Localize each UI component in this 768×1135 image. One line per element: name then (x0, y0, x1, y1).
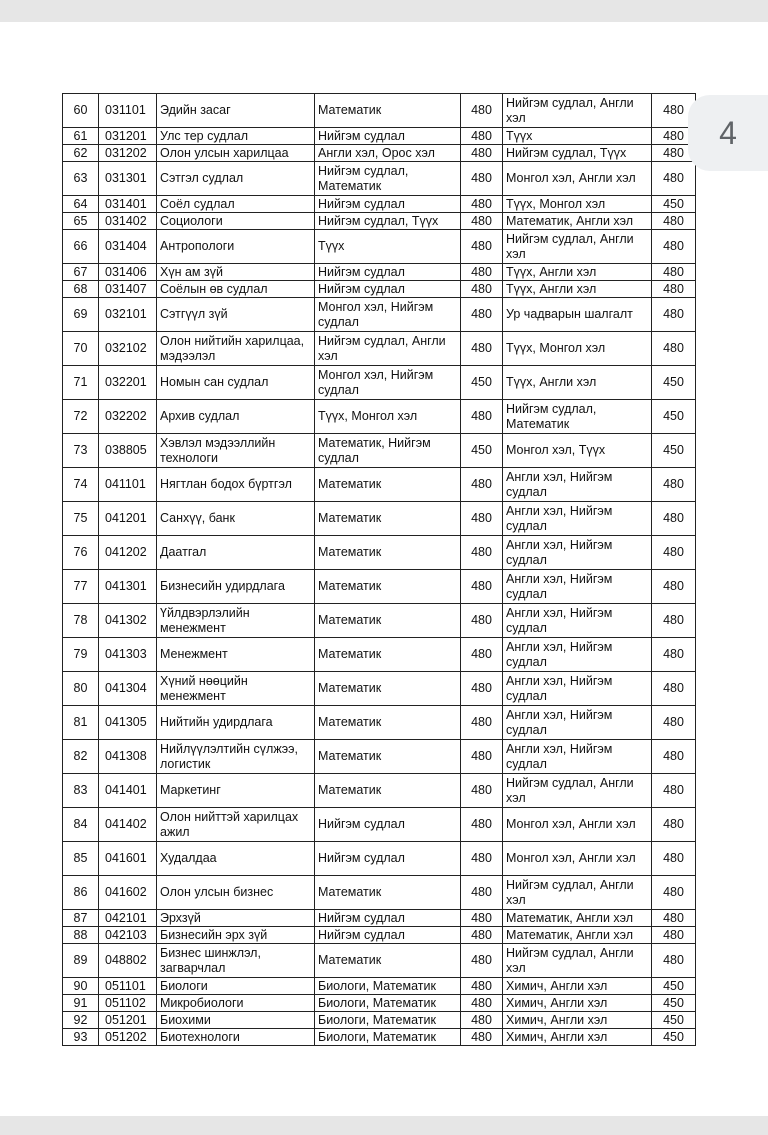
threshold-score-1: 480 (461, 281, 503, 298)
row-number: 75 (63, 502, 99, 536)
row-number: 92 (63, 1012, 99, 1029)
threshold-score-1: 480 (461, 638, 503, 672)
threshold-score-1: 480 (461, 128, 503, 145)
threshold-score-2: 480 (652, 638, 696, 672)
table-row (63, 128, 696, 145)
table-row (63, 536, 696, 570)
program-code: 031202 (99, 145, 157, 162)
program-name: Нягтлан бодох бүртгэл (157, 468, 315, 502)
table-row (63, 740, 696, 774)
program-code: 031401 (99, 196, 157, 213)
program-code: 041401 (99, 774, 157, 808)
exam-subject-2: Монгол хэл, Англи хэл (503, 842, 652, 876)
exam-subject-2: Химич, Англи хэл (503, 1012, 652, 1029)
bottom-bar (0, 1116, 768, 1135)
program-code: 041601 (99, 842, 157, 876)
threshold-score-2: 480 (652, 264, 696, 281)
threshold-score-2: 450 (652, 366, 696, 400)
threshold-score-1: 480 (461, 706, 503, 740)
exam-subject-2: Химич, Англи хэл (503, 995, 652, 1012)
exam-subject-2: Англи хэл, Нийгэм судлал (503, 570, 652, 604)
exam-subject-1: Математик (315, 876, 461, 910)
table-row (63, 298, 696, 332)
row-number: 78 (63, 604, 99, 638)
threshold-score-2: 480 (652, 230, 696, 264)
row-number: 79 (63, 638, 99, 672)
row-number: 61 (63, 128, 99, 145)
table-row (63, 995, 696, 1012)
exam-subject-2: Англи хэл, Нийгэм судлал (503, 740, 652, 774)
program-code: 042103 (99, 927, 157, 944)
program-name: Бизнес шинжлэл, загварчлал (157, 944, 315, 978)
threshold-score-1: 480 (461, 910, 503, 927)
exam-subject-2: Түүх (503, 128, 652, 145)
exam-subject-1: Нийгэм судлал, Англи хэл (315, 332, 461, 366)
page-number: 4 (719, 114, 737, 151)
threshold-score-2: 450 (652, 1012, 696, 1029)
table-row (63, 672, 696, 706)
threshold-score-1: 480 (461, 944, 503, 978)
program-name: Олон нийттэй харилцах ажил (157, 808, 315, 842)
threshold-score-1: 480 (461, 995, 503, 1012)
threshold-score-1: 480 (461, 400, 503, 434)
row-number: 71 (63, 366, 99, 400)
table-row (63, 162, 696, 196)
threshold-score-2: 450 (652, 400, 696, 434)
threshold-score-2: 480 (652, 672, 696, 706)
row-number: 81 (63, 706, 99, 740)
exam-subject-1: Нийгэм судлал (315, 927, 461, 944)
table-row (63, 264, 696, 281)
exam-subject-1: Биологи, Математик (315, 995, 461, 1012)
threshold-score-1: 480 (461, 264, 503, 281)
exam-subject-2: Нийгэм судлал, Англи хэл (503, 94, 652, 128)
program-code: 051101 (99, 978, 157, 995)
row-number: 88 (63, 927, 99, 944)
row-number: 64 (63, 196, 99, 213)
threshold-score-1: 480 (461, 196, 503, 213)
exam-subject-1: Нийгэм судлал, Математик (315, 162, 461, 196)
row-number: 69 (63, 298, 99, 332)
row-number: 73 (63, 434, 99, 468)
program-name: Бизнесийн эрх зүй (157, 927, 315, 944)
exam-subject-1: Нийгэм судлал (315, 264, 461, 281)
threshold-score-1: 480 (461, 332, 503, 366)
exam-subject-2: Түүх, Англи хэл (503, 366, 652, 400)
exam-subject-2: Англи хэл, Нийгэм судлал (503, 706, 652, 740)
program-name: Соёл судлал (157, 196, 315, 213)
table-row (63, 808, 696, 842)
program-name: Эдийн засаг (157, 94, 315, 128)
program-code: 042101 (99, 910, 157, 927)
threshold-score-1: 480 (461, 536, 503, 570)
program-name: Биологи (157, 978, 315, 995)
table-row (63, 281, 696, 298)
threshold-score-2: 480 (652, 145, 696, 162)
exam-subject-1: Математик (315, 94, 461, 128)
threshold-score-1: 480 (461, 672, 503, 706)
exam-subject-1: Математик (315, 706, 461, 740)
program-code: 051201 (99, 1012, 157, 1029)
exam-subject-1: Нийгэм судлал, Түүх (315, 213, 461, 230)
top-bar (0, 0, 768, 22)
row-number: 66 (63, 230, 99, 264)
threshold-score-1: 480 (461, 808, 503, 842)
program-code: 031101 (99, 94, 157, 128)
threshold-score-2: 480 (652, 808, 696, 842)
program-code: 041302 (99, 604, 157, 638)
exam-subject-1: Түүх, Монгол хэл (315, 400, 461, 434)
threshold-score-2: 480 (652, 570, 696, 604)
threshold-score-2: 450 (652, 995, 696, 1012)
threshold-score-2: 480 (652, 774, 696, 808)
exam-subject-2: Ур чадварын шалгалт (503, 298, 652, 332)
row-number: 67 (63, 264, 99, 281)
exam-subject-1: Нийгэм судлал (315, 808, 461, 842)
exam-subject-1: Математик (315, 468, 461, 502)
threshold-score-1: 480 (461, 468, 503, 502)
exam-subject-1: Математик, Нийгэм судлал (315, 434, 461, 468)
threshold-score-1: 480 (461, 502, 503, 536)
table-row (63, 366, 696, 400)
exam-subject-2: Нийгэм судлал, Англи хэл (503, 944, 652, 978)
threshold-score-2: 480 (652, 281, 696, 298)
table-row (63, 1029, 696, 1046)
program-name: Олон улсын харилцаа (157, 145, 315, 162)
exam-subject-2: Түүх, Англи хэл (503, 281, 652, 298)
threshold-score-2: 480 (652, 910, 696, 927)
table-row (63, 1012, 696, 1029)
exam-subject-1: Нийгэм судлал (315, 910, 461, 927)
exam-subject-2: Химич, Англи хэл (503, 978, 652, 995)
exam-subject-2: Англи хэл, Нийгэм судлал (503, 638, 652, 672)
exam-subject-1: Биологи, Математик (315, 1012, 461, 1029)
row-number: 84 (63, 808, 99, 842)
program-name: Соёлын өв судлал (157, 281, 315, 298)
exam-subject-1: Математик (315, 502, 461, 536)
threshold-score-2: 480 (652, 536, 696, 570)
threshold-score-2: 480 (652, 706, 696, 740)
exam-subject-2: Түүх, Монгол хэл (503, 196, 652, 213)
table-row (63, 978, 696, 995)
exam-subject-2: Нийгэм судлал, Түүх (503, 145, 652, 162)
exam-subject-1: Математик (315, 570, 461, 604)
table-row (63, 94, 696, 128)
program-code: 051102 (99, 995, 157, 1012)
exam-subject-2: Англи хэл, Нийгэм судлал (503, 536, 652, 570)
exam-subject-2: Түүх, Англи хэл (503, 264, 652, 281)
table-row (63, 774, 696, 808)
exam-subject-1: Түүх (315, 230, 461, 264)
program-code: 041308 (99, 740, 157, 774)
program-name: Хүний нөөцийн менежмент (157, 672, 315, 706)
program-code: 031201 (99, 128, 157, 145)
row-number: 77 (63, 570, 99, 604)
program-name: Нийлүүлэлтийн сүлжээ, логистик (157, 740, 315, 774)
exam-subject-2: Нийгэм судлал, Англи хэл (503, 876, 652, 910)
threshold-score-1: 480 (461, 842, 503, 876)
exam-subject-1: Математик (315, 944, 461, 978)
row-number: 63 (63, 162, 99, 196)
exam-subject-2: Монгол хэл, Англи хэл (503, 162, 652, 196)
row-number: 65 (63, 213, 99, 230)
exam-subject-1: Математик (315, 740, 461, 774)
program-name: Биотехнологи (157, 1029, 315, 1046)
threshold-score-2: 480 (652, 162, 696, 196)
exam-subject-1: Математик (315, 638, 461, 672)
threshold-score-2: 480 (652, 468, 696, 502)
threshold-score-1: 480 (461, 876, 503, 910)
threshold-score-1: 480 (461, 774, 503, 808)
program-code: 031407 (99, 281, 157, 298)
program-name: Сэтгэл судлал (157, 162, 315, 196)
program-name: Улс тер судлал (157, 128, 315, 145)
threshold-score-1: 480 (461, 1012, 503, 1029)
program-name: Олон улсын бизнес (157, 876, 315, 910)
row-number: 91 (63, 995, 99, 1012)
table-row (63, 400, 696, 434)
program-code: 031402 (99, 213, 157, 230)
threshold-score-1: 480 (461, 213, 503, 230)
exam-subject-2: Химич, Англи хэл (503, 1029, 652, 1046)
program-code: 031404 (99, 230, 157, 264)
row-number: 93 (63, 1029, 99, 1046)
threshold-score-1: 480 (461, 145, 503, 162)
program-code: 048802 (99, 944, 157, 978)
program-name: Хэвлэл мэдээллийн технологи (157, 434, 315, 468)
program-code: 032201 (99, 366, 157, 400)
table-row (63, 332, 696, 366)
exam-subject-1: Монгол хэл, Нийгэм судлал (315, 366, 461, 400)
row-number: 74 (63, 468, 99, 502)
exam-subject-2: Нийгэм судлал, Англи хэл (503, 230, 652, 264)
exam-subject-1: Математик (315, 536, 461, 570)
threshold-score-1: 480 (461, 230, 503, 264)
exam-subject-2: Түүх, Монгол хэл (503, 332, 652, 366)
program-code: 041304 (99, 672, 157, 706)
program-code: 032202 (99, 400, 157, 434)
program-code: 041202 (99, 536, 157, 570)
table-row (63, 570, 696, 604)
table-row (63, 604, 696, 638)
exam-subject-2: Англи хэл, Нийгэм судлал (503, 672, 652, 706)
admission-requirements-table (62, 93, 696, 1046)
row-number: 89 (63, 944, 99, 978)
table-row (63, 910, 696, 927)
exam-subject-1: Монгол хэл, Нийгэм судлал (315, 298, 461, 332)
row-number: 62 (63, 145, 99, 162)
threshold-score-2: 450 (652, 434, 696, 468)
exam-subject-1: Биологи, Математик (315, 1029, 461, 1046)
row-number: 68 (63, 281, 99, 298)
table-row (63, 638, 696, 672)
threshold-score-2: 450 (652, 1029, 696, 1046)
threshold-score-2: 480 (652, 128, 696, 145)
row-number: 60 (63, 94, 99, 128)
table-row (63, 213, 696, 230)
threshold-score-1: 480 (461, 927, 503, 944)
exam-subject-2: Монгол хэл, Англи хэл (503, 808, 652, 842)
program-name: Нийтийн удирдлага (157, 706, 315, 740)
threshold-score-1: 480 (461, 570, 503, 604)
threshold-score-1: 480 (461, 94, 503, 128)
row-number: 85 (63, 842, 99, 876)
threshold-score-2: 450 (652, 978, 696, 995)
program-code: 032102 (99, 332, 157, 366)
threshold-score-1: 480 (461, 740, 503, 774)
table-row (63, 434, 696, 468)
program-name: Микробиологи (157, 995, 315, 1012)
page-number-tab[interactable] (688, 95, 768, 171)
program-name: Санхүү, банк (157, 502, 315, 536)
threshold-score-1: 480 (461, 298, 503, 332)
program-code: 051202 (99, 1029, 157, 1046)
row-number: 70 (63, 332, 99, 366)
program-code: 038805 (99, 434, 157, 468)
program-code: 041305 (99, 706, 157, 740)
exam-subject-1: Нийгэм судлал (315, 281, 461, 298)
table-row (63, 145, 696, 162)
row-number: 72 (63, 400, 99, 434)
table-row (63, 706, 696, 740)
program-code: 031301 (99, 162, 157, 196)
program-name: Антропологи (157, 230, 315, 264)
exam-subject-2: Математик, Англи хэл (503, 213, 652, 230)
program-code: 041602 (99, 876, 157, 910)
threshold-score-2: 480 (652, 927, 696, 944)
threshold-score-2: 480 (652, 502, 696, 536)
threshold-score-2: 480 (652, 298, 696, 332)
exam-subject-2: Англи хэл, Нийгэм судлал (503, 502, 652, 536)
exam-subject-2: Монгол хэл, Түүх (503, 434, 652, 468)
program-name: Хүн ам зүй (157, 264, 315, 281)
threshold-score-2: 480 (652, 842, 696, 876)
threshold-score-2: 480 (652, 740, 696, 774)
exam-subject-1: Англи хэл, Орос хэл (315, 145, 461, 162)
table-row (63, 944, 696, 978)
row-number: 82 (63, 740, 99, 774)
program-name: Эрхзүй (157, 910, 315, 927)
threshold-score-2: 480 (652, 213, 696, 230)
threshold-score-2: 480 (652, 944, 696, 978)
threshold-score-1: 450 (461, 366, 503, 400)
threshold-score-2: 480 (652, 94, 696, 128)
threshold-score-2: 480 (652, 332, 696, 366)
exam-subject-1: Нийгэм судлал (315, 842, 461, 876)
exam-subject-2: Нийгэм судлал, Англи хэл (503, 774, 652, 808)
program-name: Бизнесийн удирдлага (157, 570, 315, 604)
exam-subject-1: Математик (315, 774, 461, 808)
program-code: 032101 (99, 298, 157, 332)
program-code: 041402 (99, 808, 157, 842)
threshold-score-1: 480 (461, 1029, 503, 1046)
table-row (63, 842, 696, 876)
table-row (63, 927, 696, 944)
program-name: Биохими (157, 1012, 315, 1029)
table-row (63, 502, 696, 536)
row-number: 76 (63, 536, 99, 570)
program-name: Үйлдвэрлэлийн менежмент (157, 604, 315, 638)
exam-subject-2: Математик, Англи хэл (503, 927, 652, 944)
program-name: Даатгал (157, 536, 315, 570)
row-number: 80 (63, 672, 99, 706)
exam-subject-1: Математик (315, 604, 461, 638)
table-row (63, 196, 696, 213)
exam-subject-2: Англи хэл, Нийгэм судлал (503, 468, 652, 502)
table-body (63, 94, 696, 1046)
program-name: Худалдаа (157, 842, 315, 876)
program-code: 041101 (99, 468, 157, 502)
program-name: Архив судлал (157, 400, 315, 434)
row-number: 83 (63, 774, 99, 808)
threshold-score-2: 480 (652, 604, 696, 638)
row-number: 90 (63, 978, 99, 995)
exam-subject-2: Нийгэм судлал, Математик (503, 400, 652, 434)
table-row (63, 468, 696, 502)
exam-subject-1: Биологи, Математик (315, 978, 461, 995)
table-row (63, 230, 696, 264)
row-number: 86 (63, 876, 99, 910)
exam-subject-2: Математик, Англи хэл (503, 910, 652, 927)
program-name: Маркетинг (157, 774, 315, 808)
exam-subject-2: Англи хэл, Нийгэм судлал (503, 604, 652, 638)
exam-subject-1: Нийгэм судлал (315, 196, 461, 213)
program-name: Сэтгүүл зүй (157, 298, 315, 332)
table-row (63, 876, 696, 910)
program-name: Номын сан судлал (157, 366, 315, 400)
threshold-score-2: 450 (652, 196, 696, 213)
threshold-score-2: 480 (652, 876, 696, 910)
exam-subject-1: Нийгэм судлал (315, 128, 461, 145)
threshold-score-1: 450 (461, 434, 503, 468)
program-name: Социологи (157, 213, 315, 230)
program-code: 031406 (99, 264, 157, 281)
threshold-score-1: 480 (461, 978, 503, 995)
exam-subject-1: Математик (315, 672, 461, 706)
threshold-score-1: 480 (461, 604, 503, 638)
program-code: 041301 (99, 570, 157, 604)
program-name: Менежмент (157, 638, 315, 672)
threshold-score-1: 480 (461, 162, 503, 196)
program-code: 041303 (99, 638, 157, 672)
program-name: Олон нийтийн харилцаа, мэдээлэл (157, 332, 315, 366)
program-code: 041201 (99, 502, 157, 536)
row-number: 87 (63, 910, 99, 927)
